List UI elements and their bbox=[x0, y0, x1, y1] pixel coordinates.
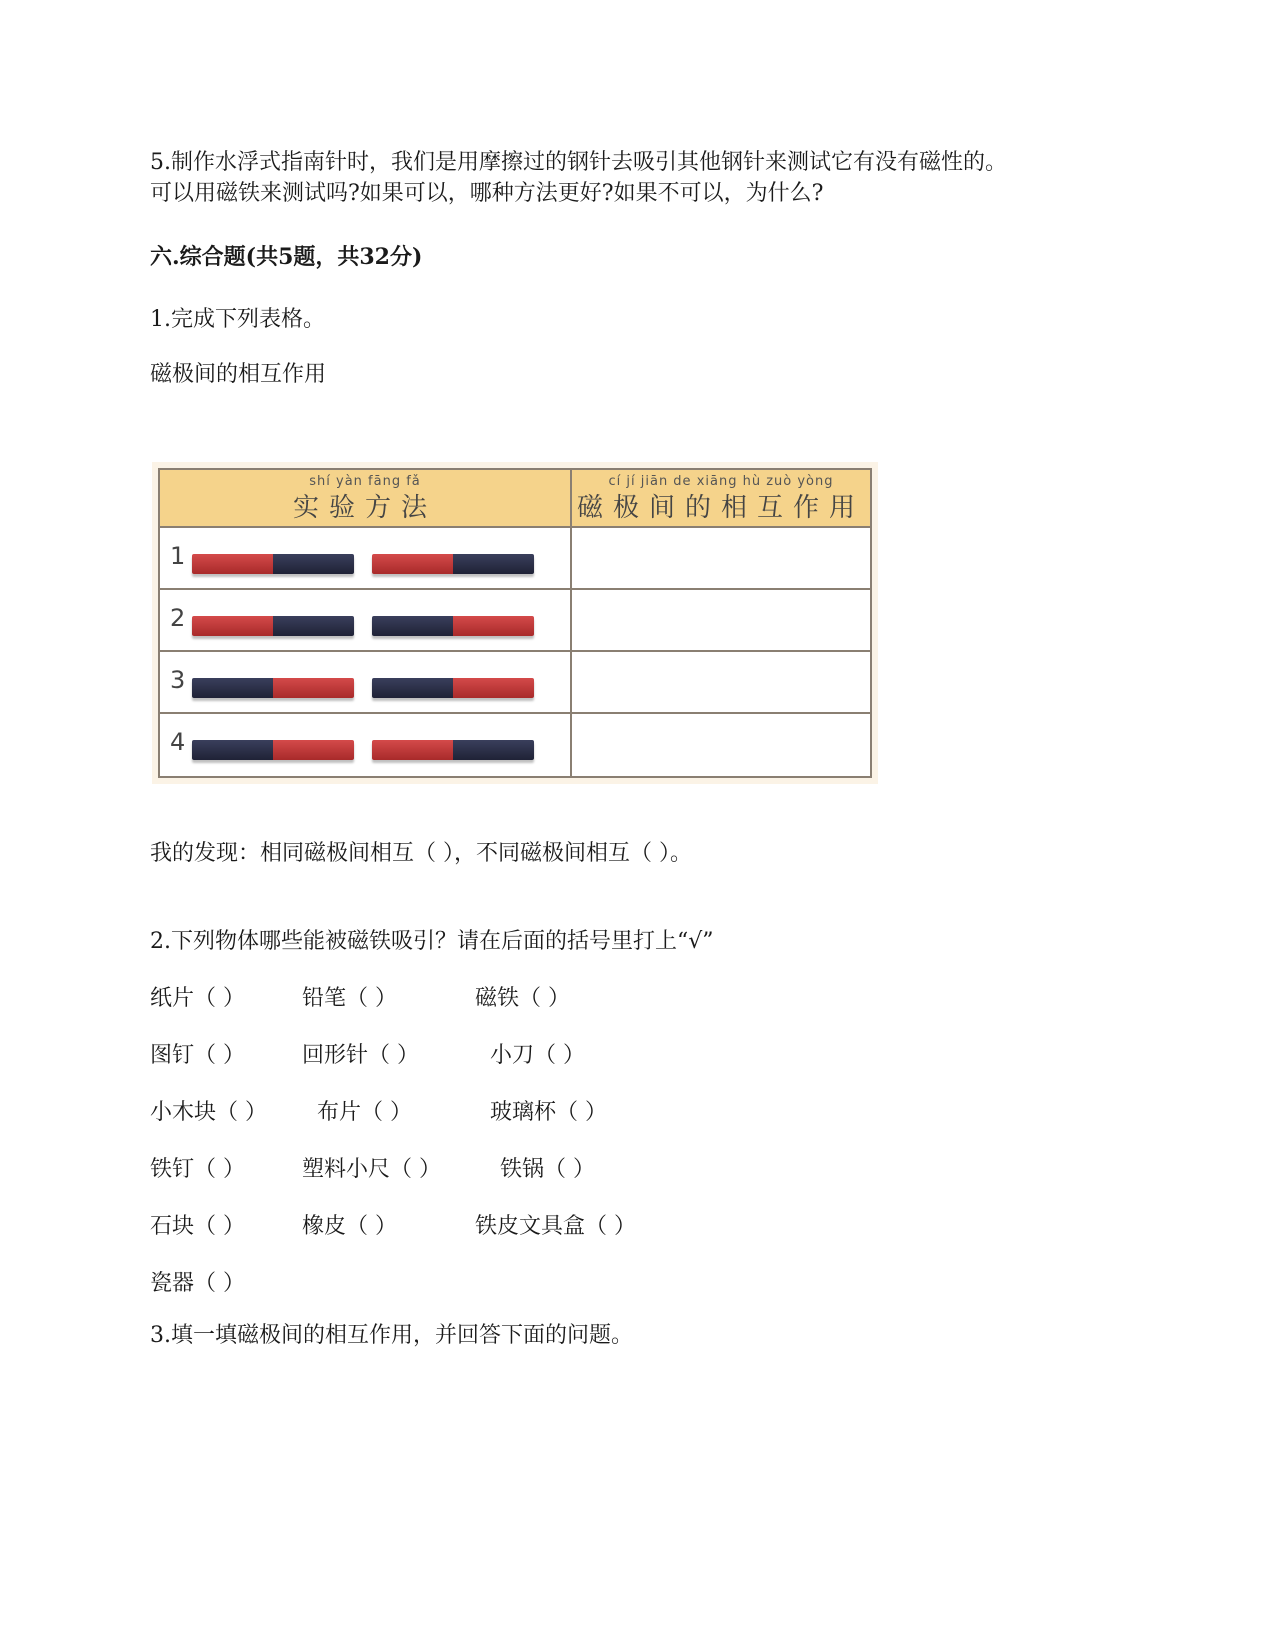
bar-magnet bbox=[192, 554, 354, 574]
table-row bbox=[160, 590, 870, 652]
magnet-navy-pole bbox=[192, 740, 273, 760]
q5-line-1: 5.制作水浮式指南针时，我们是用摩擦过的钢针去吸引其他钢针来测试它有没有磁性的。 bbox=[150, 150, 1007, 175]
table-row bbox=[160, 528, 870, 590]
magnet-navy-pole bbox=[453, 554, 534, 574]
row-number: 1 bbox=[170, 542, 186, 570]
q2-option: 塑料小尺（ ） bbox=[302, 1157, 441, 1182]
magnet-red-pole bbox=[192, 616, 273, 636]
magnet-navy-pole bbox=[453, 740, 534, 760]
table-row bbox=[160, 714, 870, 776]
magnet-pole-table-figure bbox=[152, 462, 878, 784]
q2-option: 瓷器（ ） bbox=[150, 1271, 245, 1296]
q2-prompt: 2.下列物体哪些能被磁铁吸引？请在后面的括号里打上“√” bbox=[150, 929, 714, 954]
row-number: 4 bbox=[170, 728, 186, 756]
bar-magnet bbox=[372, 740, 534, 760]
magnet-navy-pole bbox=[372, 678, 453, 698]
q3-prompt: 3.填一填磁极间的相互作用，并回答下面的问题。 bbox=[150, 1323, 633, 1348]
bar-magnet bbox=[372, 678, 534, 698]
q2-option: 铅笔（ ） bbox=[302, 986, 397, 1011]
magnet-pole-table bbox=[158, 468, 872, 778]
magnet-red-pole bbox=[453, 616, 534, 636]
bar-magnet bbox=[372, 616, 534, 636]
header-pole-interaction bbox=[572, 470, 870, 526]
header-left-pinyin: shí yàn fāng fǎ bbox=[309, 474, 421, 489]
q2-option: 小刀（ ） bbox=[490, 1043, 585, 1068]
q2-option: 石块（ ） bbox=[150, 1214, 245, 1239]
q2-option: 图钉（ ） bbox=[150, 1043, 245, 1068]
magnet-red-pole bbox=[273, 678, 354, 698]
table-header bbox=[160, 470, 870, 528]
q2-option: 布片（ ） bbox=[317, 1100, 412, 1125]
q1-caption: 磁极间的相互作用 bbox=[150, 362, 327, 387]
q2-option: 回形针（ ） bbox=[302, 1043, 419, 1068]
column-divider bbox=[570, 470, 572, 776]
magnet-red-pole bbox=[372, 740, 453, 760]
magnet-red-pole bbox=[372, 554, 453, 574]
q2-option: 玻璃杯（ ） bbox=[490, 1100, 607, 1125]
table-row bbox=[160, 652, 870, 714]
header-experiment-method bbox=[160, 470, 570, 526]
q5-line-2: 可以用磁铁来测试吗?如果可以，哪种方法更好?如果不可以，为什么? bbox=[150, 181, 824, 206]
magnet-red-pole bbox=[273, 740, 354, 760]
q2-option: 小木块（ ） bbox=[150, 1100, 267, 1125]
q2-option: 铁钉（ ） bbox=[150, 1157, 245, 1182]
magnet-navy-pole bbox=[372, 616, 453, 636]
magnet-red-pole bbox=[192, 554, 273, 574]
q2-option: 纸片（ ） bbox=[150, 986, 245, 1011]
q2-option: 磁铁（ ） bbox=[475, 986, 570, 1011]
magnet-navy-pole bbox=[192, 678, 273, 698]
q2-option: 橡皮（ ） bbox=[302, 1214, 397, 1239]
q1-prompt: 1.完成下列表格。 bbox=[150, 307, 325, 332]
bar-magnet bbox=[192, 740, 354, 760]
row-number: 3 bbox=[170, 666, 186, 694]
section-heading: 六.综合题(共5题，共32分) bbox=[150, 244, 423, 270]
q2-option: 铁锅（ ） bbox=[500, 1157, 595, 1182]
bar-magnet bbox=[372, 554, 534, 574]
bar-magnet bbox=[192, 678, 354, 698]
q1-finding: 我的发现：相同磁极间相互（ ），不同磁极间相互（ ）。 bbox=[150, 841, 692, 866]
q2-option: 铁皮文具盒（ ） bbox=[475, 1214, 636, 1239]
magnet-navy-pole bbox=[273, 616, 354, 636]
header-right-hanzi: 磁极间的相互作用 bbox=[576, 493, 865, 523]
magnet-red-pole bbox=[453, 678, 534, 698]
row-number: 2 bbox=[170, 604, 186, 632]
header-left-hanzi: 实验方法 bbox=[292, 493, 437, 523]
header-right-pinyin: cí jí jiān de xiāng hù zuò yòng bbox=[608, 474, 834, 489]
bar-magnet bbox=[192, 616, 354, 636]
magnet-navy-pole bbox=[273, 554, 354, 574]
